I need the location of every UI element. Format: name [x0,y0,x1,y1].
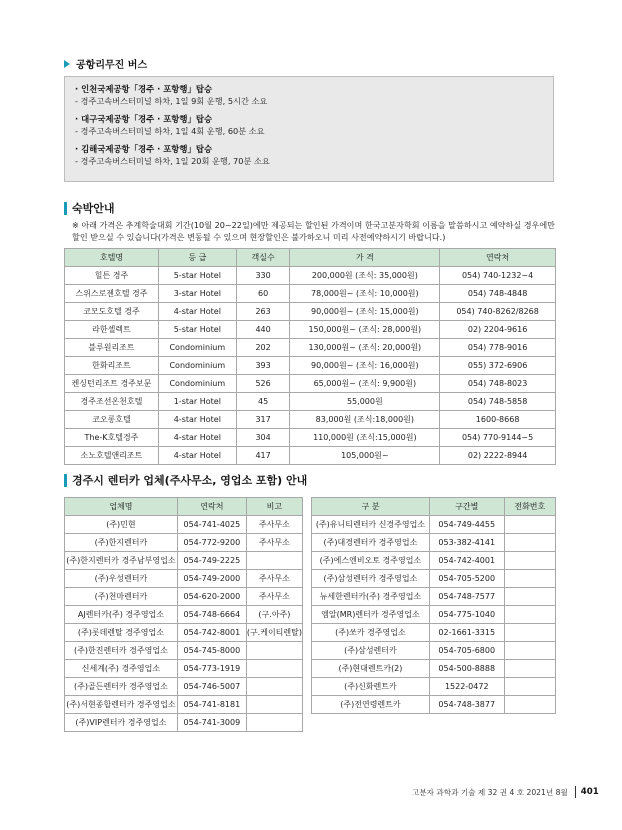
table-cell [246,552,302,570]
table-cell: 263 [236,303,290,321]
table-cell: Condominium [158,375,236,393]
rental-title-text: 경주시 렌터카 업체(주사무소, 영업소 포함) 안내 [72,474,308,487]
table-row [65,570,303,588]
triangle-bullet-icon [64,60,70,68]
table-row [312,642,556,660]
table-row [65,696,303,714]
footer-divider [575,786,576,798]
table-cell [246,696,302,714]
table-row [65,516,303,534]
table-row [312,678,556,696]
rental-table-left [64,497,303,732]
table-cell: (주)전연령렌트카 [312,696,430,714]
table-row [65,267,556,285]
lodging-section-title [64,200,115,216]
table-cell: 417 [236,447,290,465]
table-row [312,588,556,606]
table-row [65,393,556,411]
table-cell: 주사무소 [246,588,302,606]
table-cell: 054-749-4455 [429,516,504,534]
table-cell: 054) 778-9016 [440,339,556,357]
page-footer [412,786,599,798]
table-cell: 4-star Hotel [158,447,236,465]
table-cell: 뉴세한렌터카(주) 경주영업소 [312,588,430,606]
table-cell: 90,000원~ (조식: 15,000원) [290,303,440,321]
table-cell: The-K호텔경주 [65,429,159,447]
bus-item-title: · 대구국제공항「경주 · 포항행」탑승 [75,114,213,124]
rental-table-right [311,497,556,714]
table-cell: 054-748-6664 [177,606,246,624]
table-cell: 317 [236,411,290,429]
table-cell: 054) 748-4848 [440,285,556,303]
table-cell: 526 [236,375,290,393]
table-cell: 110,000원 (조식:15,000원) [290,429,440,447]
table-cell: 힐튼 경주 [65,267,159,285]
table-row [312,552,556,570]
table-row [65,660,303,678]
table-cell: 393 [236,357,290,375]
table-cell: 054) 740-1232~4 [440,267,556,285]
rental-right-header [312,498,556,516]
table-row [312,570,556,588]
table-cell: 054-741-4025 [177,516,246,534]
table-cell: (주)현대렌트카(2) [312,660,430,678]
table-cell: 054-741-8181 [177,696,246,714]
table-cell: AJ렌터카(주) 경주영업소 [65,606,178,624]
table-row [65,411,556,429]
table-cell [504,534,555,552]
table-row [65,642,303,660]
table-cell: 90,000원~ (조식: 16,000원) [290,357,440,375]
table-cell: 78,000원~ (조식: 10,000원) [290,285,440,303]
table-cell: 켄싱턴리조트 경주보문 [65,375,159,393]
table-cell: (주)쏘카 경주영업소 [312,624,430,642]
table-cell: 1600-8668 [440,411,556,429]
bus-item-title: · 인천국제공항「경주 · 포항행」탑승 [75,84,213,94]
page-number: 401 [580,787,599,797]
column-header: 호텔명 [65,249,159,267]
table-cell: 054-742-4001 [429,552,504,570]
table-cell: 02) 2222-8944 [440,447,556,465]
table-cell: Condominium [158,339,236,357]
column-header: 구 분 [312,498,430,516]
table-cell: 440 [236,321,290,339]
table-cell: 054) 740-8262/8268 [440,303,556,321]
table-cell [246,678,302,696]
table-cell: 한화리조트 [65,357,159,375]
table-cell: 5-star Hotel [158,267,236,285]
table-cell: (주)천마렌터카 [65,588,178,606]
column-header: 연락처 [440,249,556,267]
table-cell [504,624,555,642]
table-cell: 130,000원~ (조식: 20,000원) [290,339,440,357]
rental-left-body [65,516,303,732]
table-cell: 054-746-5007 [177,678,246,696]
table-cell [246,714,302,732]
table-cell [504,642,555,660]
table-cell: (주)신화렌트카 [312,678,430,696]
table-cell: (주)골든렌터카 경주영업소 [65,678,178,696]
table-row [65,714,303,732]
table-row [65,321,556,339]
table-cell: (주)대경렌터카 경주영업소 [312,534,430,552]
rental-left-header [65,498,303,516]
table-cell: 054-745-8000 [177,642,246,660]
table-cell: 5-star Hotel [158,321,236,339]
section-bar-icon [64,474,67,487]
table-row [65,606,303,624]
table-cell: 55,000원 [290,393,440,411]
table-cell: 60 [236,285,290,303]
table-cell: 054-741-3009 [177,714,246,732]
table-cell: 054-742-8001 [177,624,246,642]
table-cell: 4-star Hotel [158,303,236,321]
column-header: 등 급 [158,249,236,267]
table-cell: 02-1661-3315 [429,624,504,642]
table-row [312,660,556,678]
table-cell: 주사무소 [246,516,302,534]
table-cell [504,678,555,696]
table-cell [246,642,302,660]
table-row [65,285,556,303]
table-cell: (주)한진렌터카 경주영업소 [65,642,178,660]
section-bar-icon [64,202,67,215]
rental-section-title [64,472,307,488]
table-cell: (주)한지렌터카 [65,534,178,552]
table-cell: (주)에스엔비오토 경주영업소 [312,552,430,570]
table-row [65,375,556,393]
hotel-table-body [65,267,556,465]
table-cell: 054-748-3877 [429,696,504,714]
table-cell: 1522-0472 [429,678,504,696]
hotel-table-header [65,249,556,267]
lodging-title-text: 숙박안내 [72,202,115,215]
bus-item-desc: - 경주고속버스터미널 하차, 1일 9회 운행, 5시간 소요 [75,96,268,106]
table-row [65,303,556,321]
table-cell: 경주조선온천호텔 [65,393,159,411]
table-cell: 소노호텔앤리조트 [65,447,159,465]
table-cell: 054-705-5200 [429,570,504,588]
table-cell [246,660,302,678]
column-header: 가 격 [290,249,440,267]
table-cell: 스위스로젠호텔 경주 [65,285,159,303]
table-row [312,696,556,714]
table-cell [504,552,555,570]
table-cell: (주)유니티렌터카 신경주영업소 [312,516,430,534]
table-cell: 신세계(주) 경주영업소 [65,660,178,678]
table-cell: 054) 748-5858 [440,393,556,411]
bus-section-heading [64,56,147,71]
column-header: 업체명 [65,498,178,516]
table-cell: 054) 770-9144~5 [440,429,556,447]
table-row [65,552,303,570]
table-cell: 블루원리조트 [65,339,159,357]
table-cell: 053-382-4141 [429,534,504,552]
table-cell [504,660,555,678]
bus-item-desc: - 경주고속버스터미널 하차, 1일 4회 운행, 60분 소요 [75,126,265,136]
table-row [65,339,556,357]
table-cell: 주사무소 [246,570,302,588]
column-header: 전화번호 [504,498,555,516]
table-row [65,534,303,552]
table-cell: (주)VIP렌터카 경주영업소 [65,714,178,732]
table-cell: 054-775-1040 [429,606,504,624]
lodging-note: ※ 아래 가격은 추계학술대회 기간(10월 20~22일)에만 제공되는 할인된 가격이며 한국고분자학회 이름을 말씀하시고 예약하실 경우에만 할인 받으실 수 있습니다(가격은 변동될 수 있으며 현장할인은 불가하오니 미리 사전예약하시기 바랍니다.) [72,220,555,242]
table-cell: (주)삼성렌터카 [312,642,430,660]
column-header: 객실수 [236,249,290,267]
bus-item-desc: - 경주고속버스터미널 하차, 1일 20회 운행, 70분 소요 [75,156,270,166]
bus-item-title: · 김해국제공항「경주 · 포항행」탑승 [75,144,213,154]
bus-item-incheon [75,83,543,107]
table-cell: 200,000원 (조식: 35,000원) [290,267,440,285]
table-cell: 105,000원~ [290,447,440,465]
table-cell [504,696,555,714]
table-cell: 코오롱호텔 [65,411,159,429]
table-cell: 라한셀렉트 [65,321,159,339]
table-row [312,606,556,624]
table-cell: (구.아주) [246,606,302,624]
table-cell [504,570,555,588]
table-row [65,624,303,642]
bus-heading-text: 공항리무진 버스 [76,60,148,71]
table-cell: 45 [236,393,290,411]
table-cell: 304 [236,429,290,447]
table-cell: 054-500-8888 [429,660,504,678]
table-cell [504,588,555,606]
table-cell: 3-star Hotel [158,285,236,303]
table-cell: (주)민현 [65,516,178,534]
table-cell: 054) 748-8023 [440,375,556,393]
table-row [65,429,556,447]
table-cell: 054-772-9200 [177,534,246,552]
table-row [312,516,556,534]
table-cell: (주)서현종합렌터카 경주영업소 [65,696,178,714]
table-row [65,447,556,465]
table-cell: 054-705-6800 [429,642,504,660]
table-cell: (주)우성렌터카 [65,570,178,588]
table-row [65,678,303,696]
table-cell: (주)롯데렌탈 경주영업소 [65,624,178,642]
table-cell: 054-620-2000 [177,588,246,606]
hotel-table [64,248,556,465]
table-row [312,624,556,642]
table-row [65,588,303,606]
column-header: 구간별 [429,498,504,516]
bus-item-daegu [75,113,543,137]
bus-item-gimhae [75,143,543,167]
table-cell: 330 [236,267,290,285]
table-cell: 4-star Hotel [158,411,236,429]
bus-info-box [64,76,554,182]
table-cell: 054-749-2000 [177,570,246,588]
journal-info: 고분자 과학과 기술 제 32 권 4 호 2021년 8월 [412,787,568,797]
table-cell: (주)한지렌터카 경주남부영업소 [65,552,178,570]
table-cell: (구.케이티렌탈) [246,624,302,642]
table-cell: 055) 372-6906 [440,357,556,375]
table-cell: 02) 2204-9616 [440,321,556,339]
table-cell: (주)삼성렌터카 경주영업소 [312,570,430,588]
table-cell: 83,000원 (조식:18,000원) [290,411,440,429]
column-header: 연락처 [177,498,246,516]
table-row [65,357,556,375]
table-cell: 주사무소 [246,534,302,552]
table-cell [504,516,555,534]
table-cell: 054-748-7577 [429,588,504,606]
table-cell: 202 [236,339,290,357]
table-row [312,534,556,552]
column-header: 비고 [246,498,302,516]
table-cell: 150,000원~ (조식: 28,000원) [290,321,440,339]
table-cell: 1-star Hotel [158,393,236,411]
table-cell: 054-749-2225 [177,552,246,570]
table-cell: Condominium [158,357,236,375]
rental-right-body [312,516,556,714]
table-cell: 054-773-1919 [177,660,246,678]
table-cell: 코모도호텔 경주 [65,303,159,321]
table-cell: 엠알(MR)렌터카 경주영업소 [312,606,430,624]
table-cell: 4-star Hotel [158,429,236,447]
table-cell: 65,000원~ (조식: 9,900원) [290,375,440,393]
table-cell [504,606,555,624]
